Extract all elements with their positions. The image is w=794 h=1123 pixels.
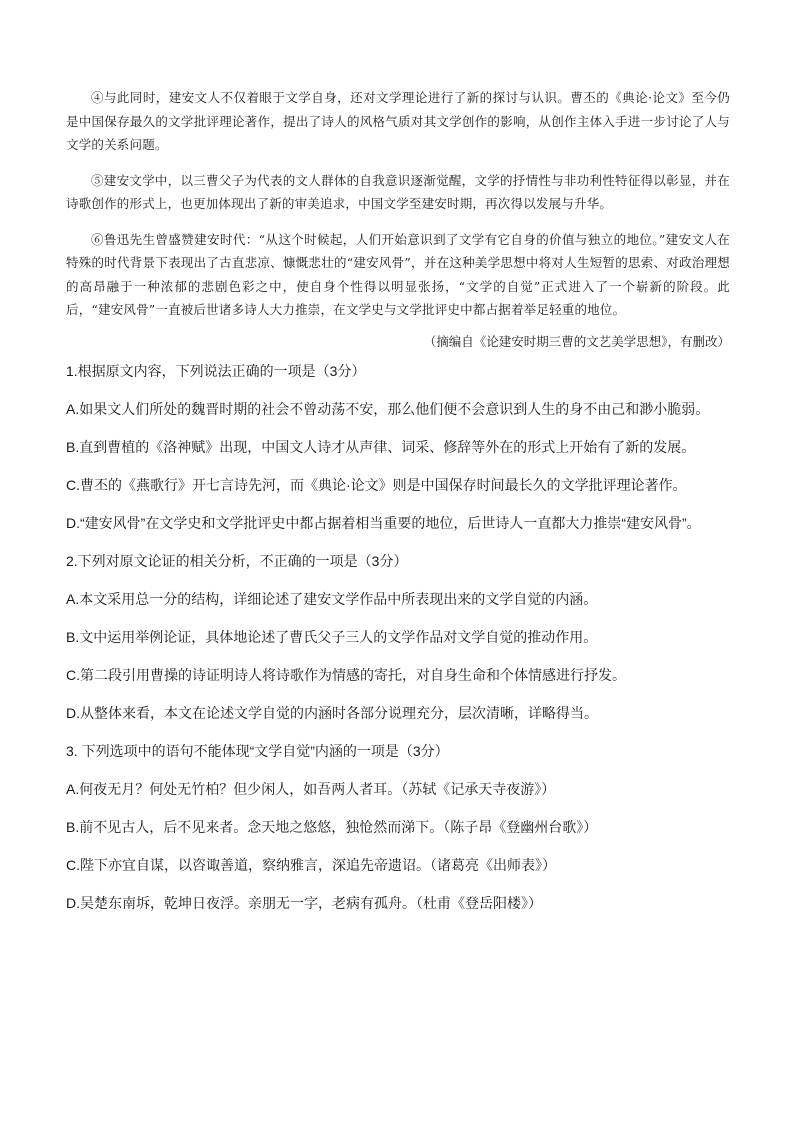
option-c: C.陛下亦宜自谋，以咨诹善道，察纳雅言，深追先帝遗诏。（诸葛亮《出师表》） [66,856,556,873]
option-b: B.前不见古人，后不见来者。念天地之悠悠，独怆然而涕下。（陈子昂《登幽州台歌》） [66,818,598,835]
option-a: A.本文采用总一分的结构，详细论述了建安文学作品中所表现出来的文学自觉的内涵。 [66,590,598,607]
document-page [66,86,730,915]
question-1 [66,360,730,535]
source-citation: （摘编自《论建安时期三曹的文艺美学思想》，有删改） [423,333,730,349]
question-stem: 2.下列对原文论证的相关分析，不正确的一项是（3分） [66,552,408,569]
option-b: B.直到曹植的《洛神赋》出现，中国文人诗才从声律、词采、修辞等外在的形式上开始有了新的发展。 [66,438,696,455]
question-list [66,360,730,915]
option-c: C.曹丕的《燕歌行》开七言诗先河，而《典论·论文》则是中国保存时间最长久的文学批评理论著作。 [66,476,687,493]
option-b: B.文中运用举例论证，具体地论述了曹氏父子三人的文学作品对文学自觉的推动作用。 [66,628,598,645]
option-d: D.吴楚东南坼，乾坤日夜浮。亲朋无一字，老病有孤舟。（杜甫《登岳阳楼》） [66,894,542,911]
question-stem: 1.根据原文内容，下列说法正确的一项是（3分） [66,362,366,379]
option-a: A.何夜无月？何处无竹柏？但少闲人，如吾两人者耳。（苏轼《记承天寺夜游》） [66,780,556,797]
question-2 [66,550,730,725]
option-d: D.“建安风骨”在文学史和文学批评史中都占据着相当重要的地位，后世诗人一直都大力推崇“建安风骨”。 [66,514,701,531]
passage-paragraph-6: ⑥鲁迅先生曾盛赞建安时代：“从这个时候起，人们开始意识到了文学有它自身的价值与独立的地位。”建安文人在特殊的时代背景下表现出了古直悲凉、慷慨悲壮的“建安风骨”，并在这种美学思想中将对人生短暂的思索、对政治理想的高昂融于一种浓郁的悲剧色彩之中，使自身个性得以明显张扬，“文学的自觉”正式进入了一个崭新的阶段。此后，“建安风骨”一直被后世诸多诗人大力推崇，在文学史与文学批评史中都占据着举足轻重的地位。 [66,231,730,317]
passage-paragraph-5: ⑤建安文学中，以三曹父子为代表的文人群体的自我意识逐渐觉醒，文学的抒情性与非功利性特征得以彰显，并在诗歌创作的形式上，也更加体现出了新的审美追求，中国文学至建安时期，再次得以发展与升华。 [66,172,730,211]
option-c: C.第二段引用曹操的诗证明诗人将诗歌作为情感的寄托，对自身生命和个体情感进行抒发。 [66,666,626,683]
question-3 [66,740,730,915]
passage [66,86,730,322]
passage-paragraph-4: ④与此同时，建安文人不仅着眼于文学自身，还对文学理论进行了新的探讨与认识。曹丕的《典论·论文》至今仍是中国保存最久的文学批评理论著作，提出了诗人的风格气质对其文学创作的影响，从创作主体入手进一步讨论了人与文学的关系问题。 [66,90,730,152]
option-a: A.如果文人们所处的魏晋时期的社会不曾动荡不安，那么他们便不会意识到人生的身不由己和渺小脆弱。 [66,400,710,417]
question-stem: 3. 下列选项中的语句不能体现“文学自觉”内涵的一项是（3分） [66,742,449,759]
option-d: D.从整体来看，本文在论述文学自觉的内涵时各部分说理充分，层次清晰，详略得当。 [66,704,598,721]
